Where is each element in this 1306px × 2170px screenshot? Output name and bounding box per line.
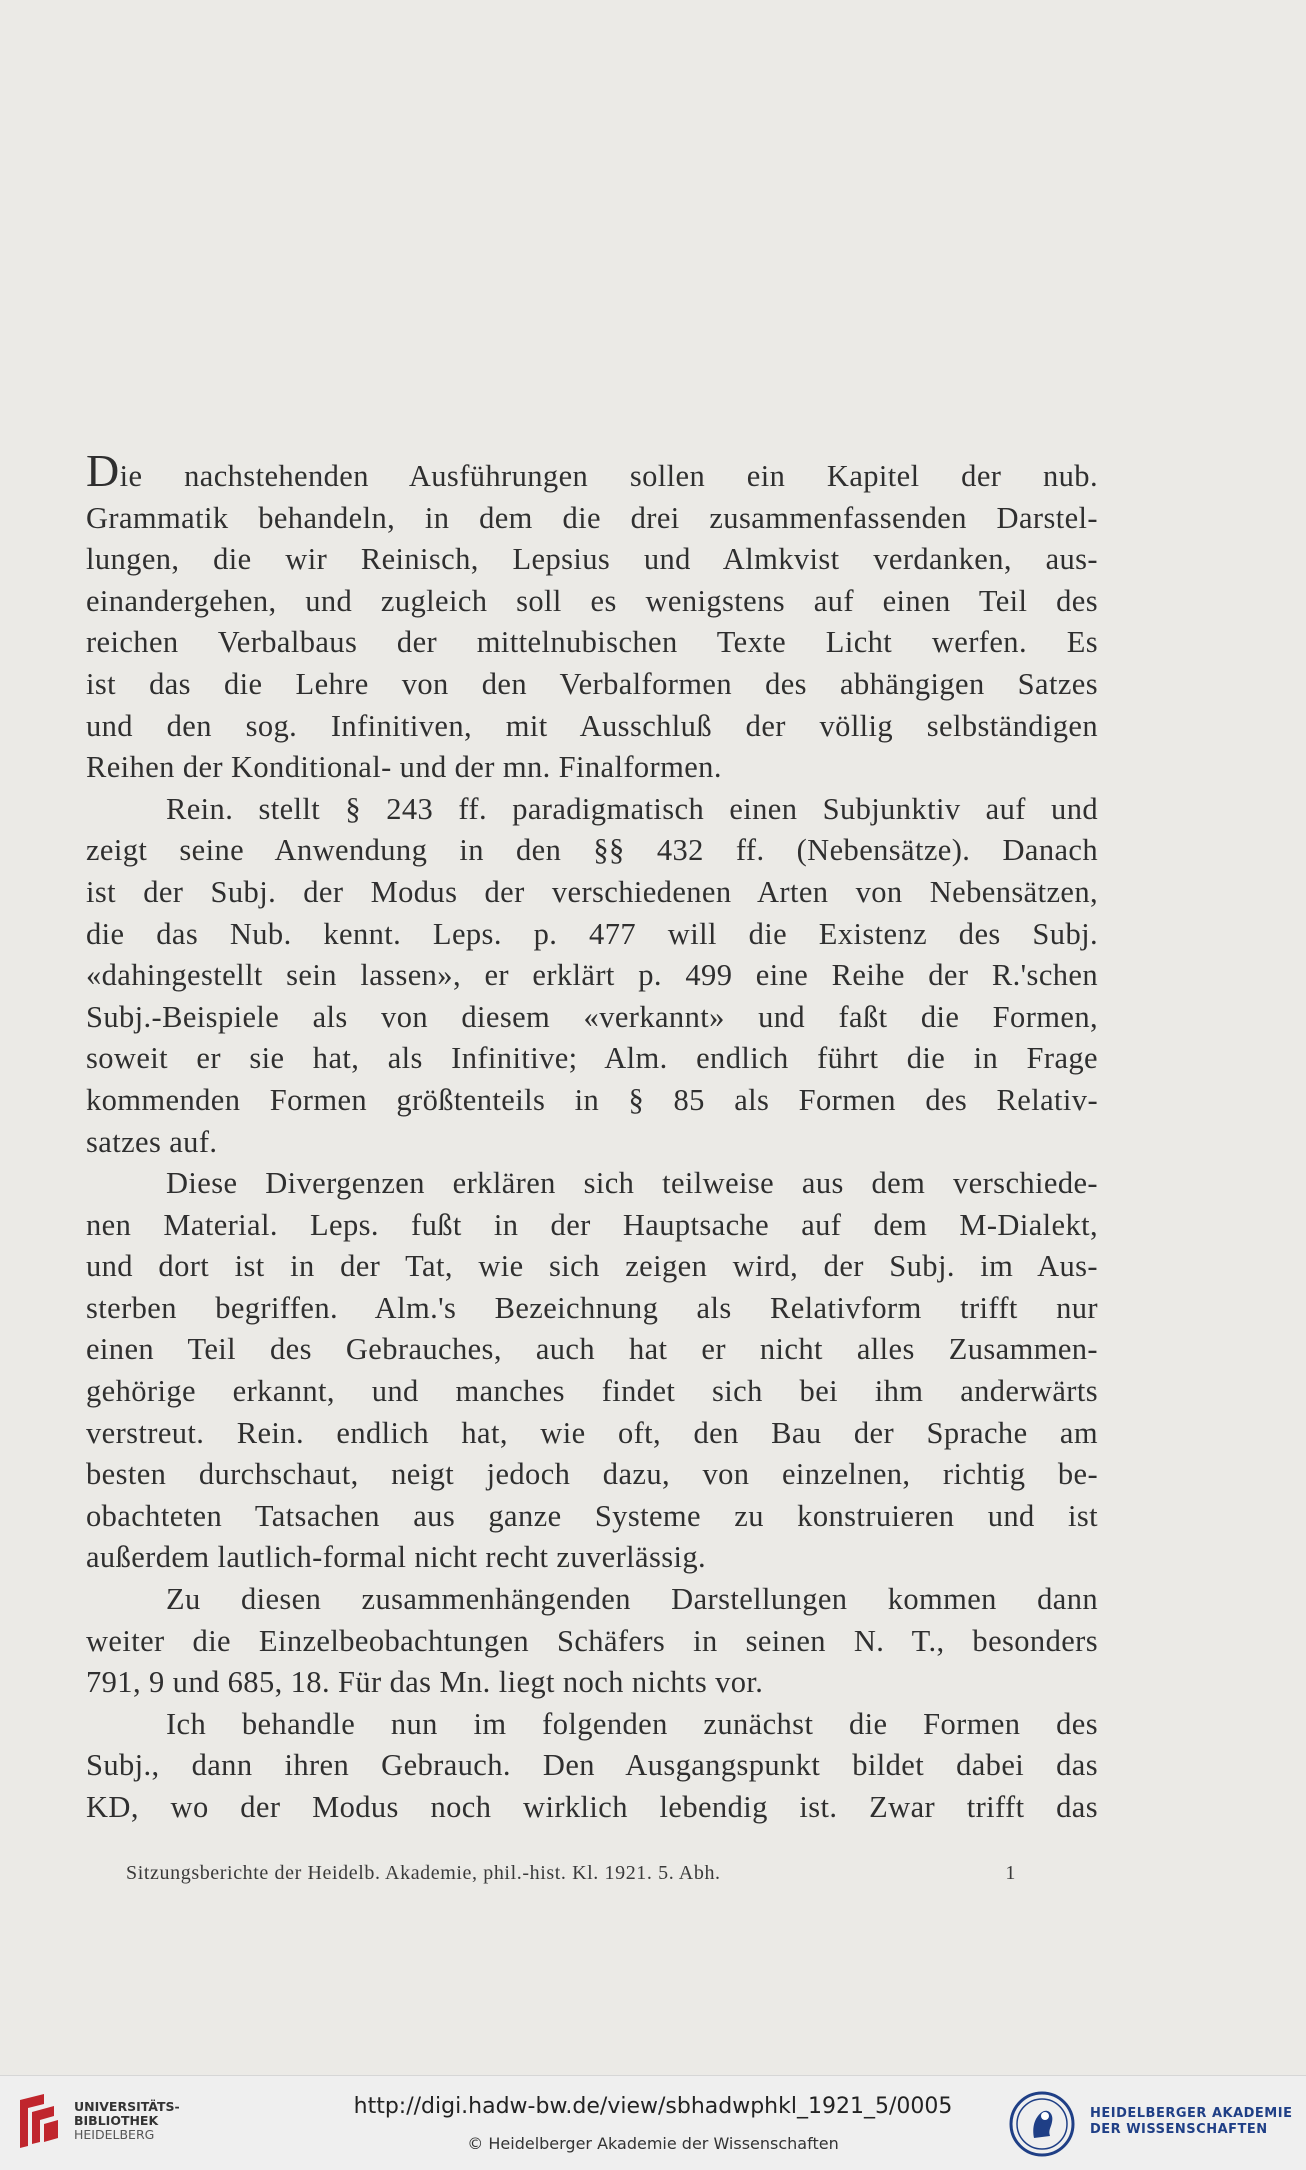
body-text: [86, 445, 1098, 1829]
text-line: die das Nub. kennt. Leps. p. 477 will die Existenz des Subj.: [86, 916, 1098, 951]
text-line: reichen Verbalbaus der mittelnubischen Texte Licht werfen. Es: [86, 625, 1098, 660]
text-line: ist der Subj. der Modus der verschiedenen Arten von Nebensätzen,: [86, 874, 1098, 909]
text-line: Reihen der Konditional- und der mn. Finalformen.: [86, 750, 722, 785]
paragraph: [86, 1579, 1098, 1704]
copyright-notice: © Heidelberger Akademie der Wissenschaften: [467, 2134, 839, 2153]
text-line: Ich behandle nun im folgenden zunächst die Formen des: [166, 1706, 1098, 1741]
text-line: weiter die Einzelbeobachtungen Schäfers in seinen N. T., besonders: [86, 1623, 1098, 1658]
text-line: lungen, die wir Reinisch, Lepsius und Almkvist verdanken, aus-: [86, 542, 1098, 577]
text-line: zeigt seine Anwendung in den §§ 432 ff. (Nebensätze). Danach: [86, 833, 1098, 868]
text-line: Diese Divergenzen erklären sich teilweise aus dem verschiede-: [166, 1166, 1098, 1201]
text-line: nen Material. Leps. fußt in der Hauptsache auf dem M-Dialekt,: [86, 1207, 1098, 1242]
paragraph: [86, 1163, 1098, 1579]
text-line: Rein. stellt § 243 ff. paradigmatisch einen Subjunktiv auf und: [166, 791, 1098, 826]
document-url-link[interactable]: http://digi.hadw-bw.de/view/sbhadwphkl_1921_5/0005: [353, 2094, 953, 2119]
text-line: kommenden Formen größtenteils in § 85 als Formen des Relativ-: [86, 1082, 1098, 1117]
academy-seal-icon[interactable]: [1008, 2090, 1076, 2158]
text-line: satzes auf.: [86, 1124, 218, 1159]
text-line: außerdem lautlich-formal nicht recht zuverlässig.: [86, 1540, 707, 1575]
text-line: «dahingestellt sein lassen», er erklärt p. 499 eine Reihe der R.'schen: [86, 958, 1098, 993]
text-line: Zu diesen zusammenhängenden Darstellungen kommen dann: [166, 1582, 1098, 1617]
text-line: soweit er sie hat, als Infinitive; Alm. endlich führt die in Frage: [86, 1041, 1098, 1076]
paragraph: [86, 1704, 1098, 1829]
text-line: Grammatik behandeln, in dem die drei zusammenfassenden Darstel-: [86, 500, 1098, 535]
text-line: verstreut. Rein. endlich hat, wie oft, den Bau der Sprache am: [86, 1415, 1098, 1450]
academy-name: HEIDELBERGER AKADEMIE DER WISSENSCHAFTEN: [1090, 2106, 1293, 2137]
text-line: besten durchschaut, neigt jedoch dazu, von einzelnen, richtig be-: [86, 1457, 1098, 1492]
footer-citation: Sitzungsberichte der Heidelb. Akademie, phil.-hist. Kl. 1921. 5. Abh.: [126, 1862, 721, 1884]
text-line: und den sog. Infinitiven, mit Ausschluß der völlig selbständigen: [86, 708, 1098, 743]
viewer-footer-bar: [0, 2075, 1306, 2170]
text-line: einen Teil des Gebrauches, auch hat er nicht alles Zusammen-: [86, 1332, 1098, 1367]
paragraph: [86, 445, 1098, 789]
text-line: KD, wo der Modus noch wirklich lebendig ist. Zwar trifft das: [86, 1790, 1098, 1824]
paragraph: [86, 789, 1098, 1163]
text-line: gehörige erkannt, und manches findet sich bei ihm anderwärts: [86, 1374, 1098, 1409]
page-number: 1: [1005, 1862, 1016, 1884]
text-line: und dort ist in der Tat, wie sich zeigen wird, der Subj. im Aus-: [86, 1249, 1098, 1284]
university-library-name: UNIVERSITÄTS- BIBLIOTHEK HEIDELBERG: [74, 2099, 180, 2142]
drop-cap: D: [86, 445, 120, 496]
text-line: 791, 9 und 685, 18. Für das Mn. liegt noch nichts vor.: [86, 1665, 764, 1700]
page-footer: [126, 1862, 1016, 1885]
text-line: Subj.-Beispiele als von diesem «verkannt» und faßt die Formen,: [86, 999, 1098, 1034]
text-line: Die nachstehenden Ausführungen sollen ein Kapitel der nub.: [86, 445, 1098, 496]
text-line: einandergehen, und zugleich soll es wenigstens auf einen Teil des: [86, 583, 1098, 618]
text-line: sterben begriffen. Alm.'s Bezeichnung als Relativform trifft nur: [86, 1290, 1098, 1325]
text-line: ist das die Lehre von den Verbalformen des abhängigen Satzes: [86, 666, 1098, 701]
text-line: obachteten Tatsachen aus ganze Systeme zu konstruieren und ist: [86, 1498, 1098, 1533]
text-line: Subj., dann ihren Gebrauch. Den Ausgangspunkt bildet dabei das: [86, 1748, 1098, 1783]
